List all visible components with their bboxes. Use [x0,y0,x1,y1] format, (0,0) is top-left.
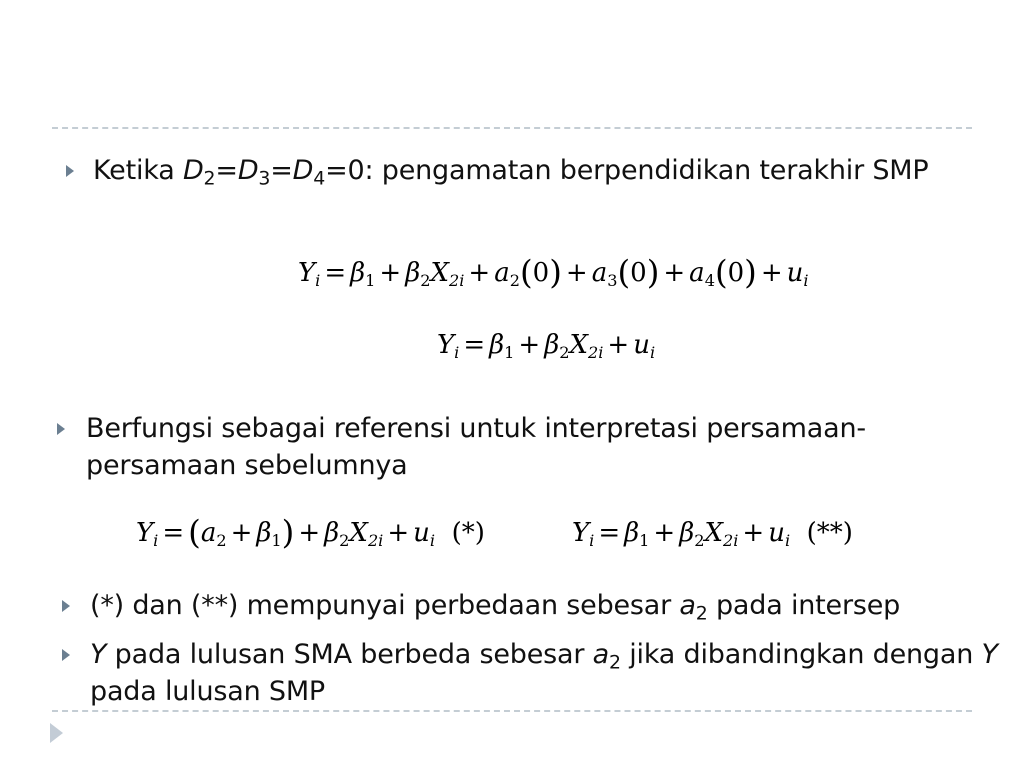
equation-double-star: $Y_i = \beta_1 + \beta_2X_{2i} + u_i$ (**) [572,518,853,551]
bullet-intercept-difference: (*) dan (**) mempunyai perbedaan sebesar $a_2$ pada intersep [90,590,901,625]
bullet-triangle-icon [62,600,70,612]
equation-star: $Y_i = (a_2 + \beta_1) + \beta_2X_{2i} + u_i$ (*) [136,513,485,552]
next-slide-icon[interactable] [50,723,63,743]
top-dashed-rule [52,127,972,129]
bullet-d-values: Ketika $D_2=D_3=D_4=0$: pengamatan berpendidikan terakhir SMP [93,155,929,190]
equation-label-star: (*) [451,518,485,548]
bullet-triangle-icon [62,649,70,661]
bullet-reference: Berfungsi sebagai referensi untuk interpretasi persamaan- persamaan sebelumnya [86,413,866,481]
bullet-triangle-icon [66,165,74,177]
equation-full: $Y_i = \beta_1 + \beta_2X_{2i} + a_2(0) + a_3(0) + a_4(0) + u_i$ [298,253,809,292]
equation-label-double-star: (**) [806,518,853,548]
bullet-sma-vs-smp: Y pada lulusan SMA berbeda sebesar $a_2$ jika dibandingkan dengan Y pada lulusan SMP [90,639,998,707]
bullet-triangle-icon [57,423,65,435]
bottom-dashed-rule [52,710,972,712]
equation-reduced: $Y_i = \beta_1 + \beta_2X_{2i} + u_i$ [437,330,656,363]
